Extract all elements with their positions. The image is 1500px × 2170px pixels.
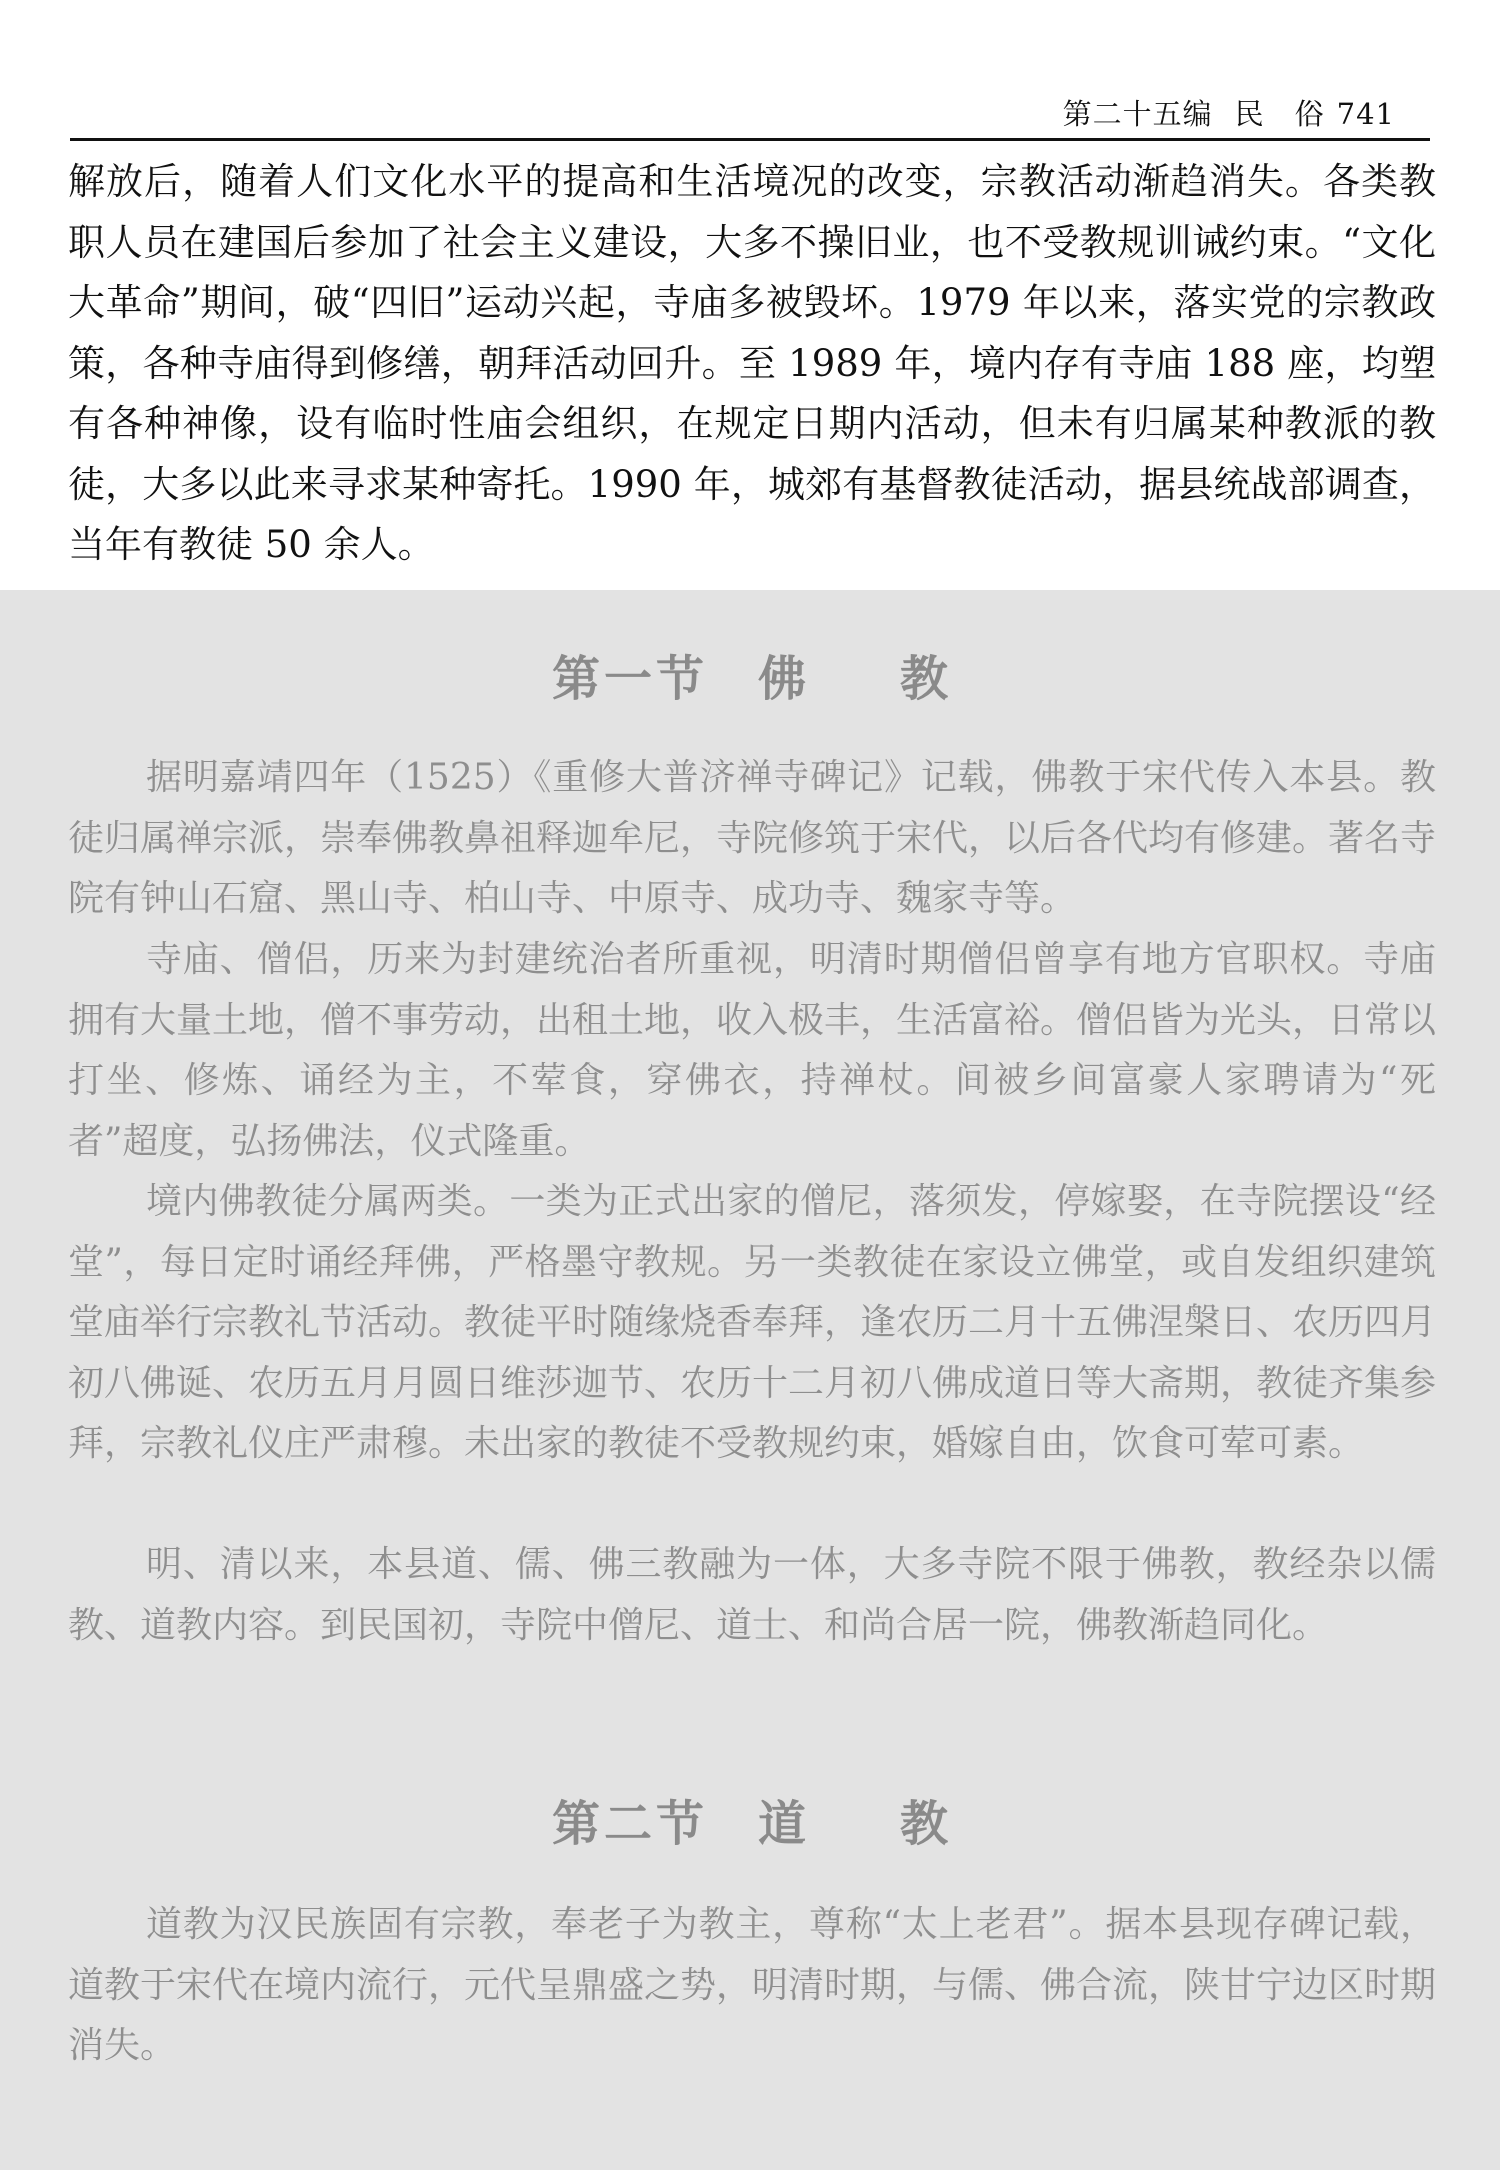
section-title-taoism bbox=[68, 1785, 1436, 1854]
intro-text: 解放后，随着人们文化水平的提高和生活境况的改变，宗教活动渐趋消失。各类教职人员在建国后参加了社会主义建设，大多不操旧业，也不受教规训诫约束。“文化大革命”期间，破“四旧”运动兴起，寺庙多被毁坏。1979 年以来，落实党的宗教政策，各种寺庙得到修缮，朝拜活动回升。至 1989 年，境内存有寺庙 188 座，均塑有各种神像，设有临时性庙会组织，在规定日期内活动，但未有归属某种教派的教徒，大多以此来寻求某种寄托。1990 年，城郊有基督教徒活动，据县统战部调查，当年有教徒 50 余人。 bbox=[68, 160, 1436, 566]
section2-title-a: 道 bbox=[757, 1796, 810, 1852]
intro-paragraph bbox=[68, 152, 1436, 576]
section1-title-b: 教 bbox=[900, 651, 953, 707]
buddhism-paragraph-4: 明、清以来，本县道、儒、佛三教融为一体，大多寺院不限于佛教，教经杂以儒教、道教内容。到民国初，寺院中僧尼、道士、和尚合居一院，佛教渐趋同化。 bbox=[68, 1544, 1436, 1646]
header-part: 第二十五编 bbox=[1062, 97, 1213, 131]
header-rule bbox=[70, 138, 1430, 141]
page-number: 741 bbox=[1336, 97, 1395, 131]
section2-number: 第二节 bbox=[551, 1796, 708, 1852]
running-header bbox=[70, 84, 1430, 142]
buddhism-paragraph-1: 据明嘉靖四年（1525）《重修大普济禅寺碑记》记载，佛教于宋代传入本县。教徒归属禅宗派，崇奉佛教鼻祖释迦牟尼，寺院修筑于宋代，以后各代均有修建。著名寺院有钟山石窟、黑山寺、柏山寺、中原寺、成功寺、魏家寺等。 bbox=[68, 757, 1437, 919]
buddhism-paragraph-2: 寺庙、僧侣，历来为封建统治者所重视，明清时期僧侣曾享有地方官职权。寺庙拥有大量土地，僧不事劳动，出租土地，收入极丰，生活富裕。僧侣皆为光头，日常以打坐、修炼、诵经为主，不荤食，穿佛衣，持禅杖。间被乡间富豪人家聘请为“死者”超度，弘扬佛法，仪式隆重。 bbox=[68, 939, 1437, 1162]
buddhism-paragraph-3: 境内佛教徒分属两类。一类为正式出家的僧尼，落须发，停嫁娶，在寺院摆设“经堂”，每日定时诵经拜佛，严格墨守教规。另一类教徒在家设立佛堂，或自发组织建筑堂庙举行宗教礼节活动。教徒平时随缘烧香奉拜，逢农历二月十五佛涅槃日、农历四月初八佛诞、农历五月月圆日维莎迦节、农历十二月初八佛成道日等大斋期，教徒齐集参拜，宗教礼仪庄严肃穆。未出家的教徒不受教规约束，婚嫁自由，饮食可荤可素。 bbox=[68, 1181, 1437, 1464]
section2-title-b: 教 bbox=[900, 1796, 953, 1852]
taoism-paragraph-1: 道教为汉民族固有宗教，奉老子为教主，尊称“太上老君”。据本县现存碑记载，道教于宋代在境内流行，元代呈鼎盛之势，明清时期，与儒、佛合流，陕甘宁边区时期消失。 bbox=[68, 1904, 1437, 2066]
header-text bbox=[1063, 92, 1395, 133]
section1-title-a: 佛 bbox=[757, 651, 810, 707]
section-title-buddhism bbox=[68, 640, 1436, 709]
grey-region bbox=[0, 590, 1500, 2170]
header-chapter: 民 俗 bbox=[1234, 97, 1325, 131]
section1-number: 第一节 bbox=[551, 651, 708, 707]
